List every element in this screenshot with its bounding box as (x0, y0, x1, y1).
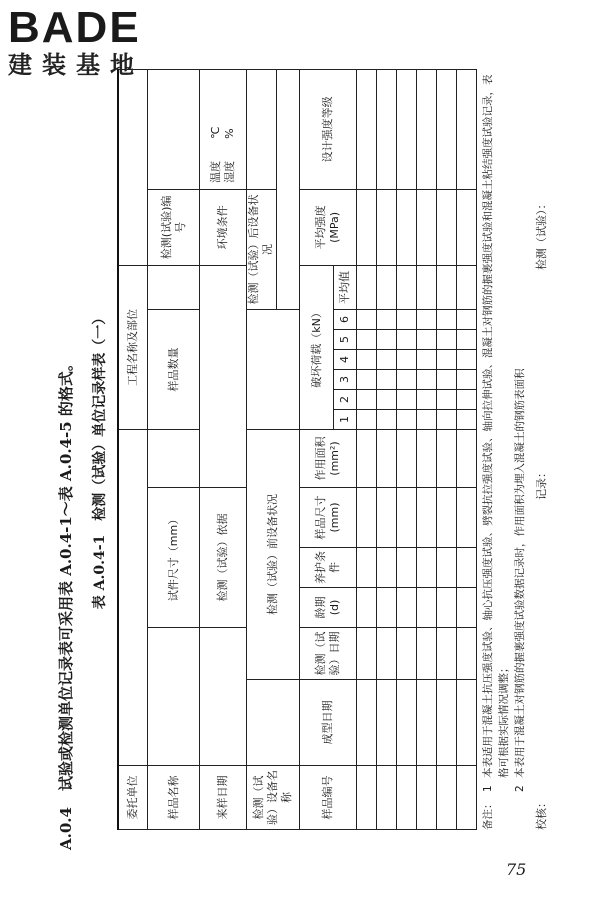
sample-name-label: 样品名称 (147, 766, 200, 830)
failure-load-header: 破坏荷载（kN） (300, 265, 334, 429)
pre-test-state-label: 检测（试验）前设备状况 (246, 429, 300, 679)
pre-test-state-value[interactable] (246, 309, 300, 429)
avg-strength-header (300, 189, 357, 265)
client-value[interactable] (118, 429, 147, 765)
recorder-label: 记录： (535, 467, 548, 500)
temperature-unit: ℃ (209, 126, 223, 139)
forming-date-header: 成型日期 (300, 680, 357, 766)
rotated-page-content (55, 70, 555, 850)
specimen-size-value[interactable] (147, 429, 200, 487)
dim-label: 样品尺寸 (314, 495, 328, 540)
load-col-3: 3 (333, 369, 356, 389)
sample-name-value[interactable] (147, 628, 200, 766)
load-col-average: 平均值 (333, 265, 356, 309)
age-header (300, 588, 357, 628)
dim-header (300, 488, 357, 548)
humidity-unit: % (223, 128, 237, 139)
env-label: 环境条件 (200, 189, 246, 265)
curing-header: 养护条件 (300, 548, 357, 588)
note-text: 本表用于混凝土对钢筋的握裹强度试验数据记录时，作用面积为埋入混凝土的钢筋表面积 (514, 368, 526, 778)
logo-subtitle: 建装基地 (8, 51, 144, 79)
tester-label: 检测（试验）： (535, 198, 548, 270)
equipment-name-value[interactable] (246, 680, 300, 766)
notes (480, 70, 528, 830)
project-label: 工程名称及部位 (118, 265, 147, 429)
notes-label: 备注： (482, 798, 494, 830)
test-date-header: 检测（试验）日期 (300, 628, 357, 680)
age-unit: (d) (328, 599, 342, 616)
equipment-name-label: 检测（试验）设备名称 (246, 766, 300, 830)
note-item (480, 70, 512, 830)
note-index: 2 (514, 785, 526, 792)
sample-no-header: 样品编号 (300, 766, 357, 830)
section-number: A.0.4 (57, 807, 75, 850)
project-value[interactable] (118, 69, 147, 265)
test-number-label: 检测(试验)编号 (147, 189, 200, 265)
design-grade-header: 设计强度等级 (300, 69, 357, 189)
load-col-2: 2 (333, 389, 356, 409)
area-header (300, 429, 357, 487)
table-row[interactable] (417, 69, 437, 829)
table-row[interactable] (436, 69, 456, 829)
sample-qty-label: 样品数量 (147, 309, 200, 429)
area-unit: (mm²) (328, 441, 342, 476)
test-basis-value[interactable] (200, 265, 246, 487)
specimen-size-label: 试件尺寸（mm） (147, 488, 200, 628)
load-col-4: 4 (333, 349, 356, 369)
load-col-5: 5 (333, 329, 356, 349)
client-label: 委托单位 (118, 766, 147, 830)
sample-qty-value[interactable] (147, 265, 200, 309)
table-row[interactable] (357, 69, 377, 829)
age-label: 龄期 (314, 596, 328, 619)
load-col-6: 6 (333, 309, 356, 329)
temperature-label: 温度 (209, 160, 223, 183)
post-test-state-label: 检测（试验）后设备状况 (246, 189, 276, 309)
load-col-1: 1 (333, 409, 356, 429)
env-value[interactable] (200, 69, 246, 189)
page-number: 75 (506, 860, 527, 879)
section-text: 试验或检测单位记录表可采用表 A.0.4-1～表 A.0.4-5 的格式。 (57, 356, 75, 792)
arrival-date-label: 来样日期 (200, 766, 246, 830)
mpa-unit: (MPa) (328, 211, 342, 243)
table-row[interactable] (397, 69, 417, 829)
area-label: 作用面积 (314, 436, 328, 481)
record-table (117, 69, 477, 830)
table-caption: 表 A.0.4-1 检测（试验）单位记录样表（一） (92, 310, 108, 610)
test-basis-label: 检测（试验）依据 (200, 488, 246, 628)
avg-strength-label: 平均强度 (314, 205, 328, 250)
post-test-state-value[interactable] (246, 69, 276, 189)
checker-label: 校核： (535, 797, 548, 830)
note-text: 本表适用于混凝土抗压强度试验、轴心抗压强度试验、劈裂抗拉强度试验、轴向拉伸试验、混凝土对钢筋的握裹强度试验和混凝土粘结强度试验记录，表格可根据实际情况调整； (482, 74, 510, 778)
arrival-date-value[interactable] (200, 628, 246, 766)
post-test-state-cell[interactable] (277, 69, 300, 309)
humidity-label: 湿度 (223, 160, 237, 183)
dim-unit: (mm) (328, 502, 342, 533)
note-index: 1 (482, 785, 494, 792)
test-number-value[interactable] (147, 69, 200, 189)
table-row[interactable] (456, 69, 476, 829)
table-row[interactable] (377, 69, 397, 829)
note-item (512, 70, 528, 830)
logo-wordmark: BADE (8, 3, 141, 52)
section-heading (55, 70, 76, 850)
